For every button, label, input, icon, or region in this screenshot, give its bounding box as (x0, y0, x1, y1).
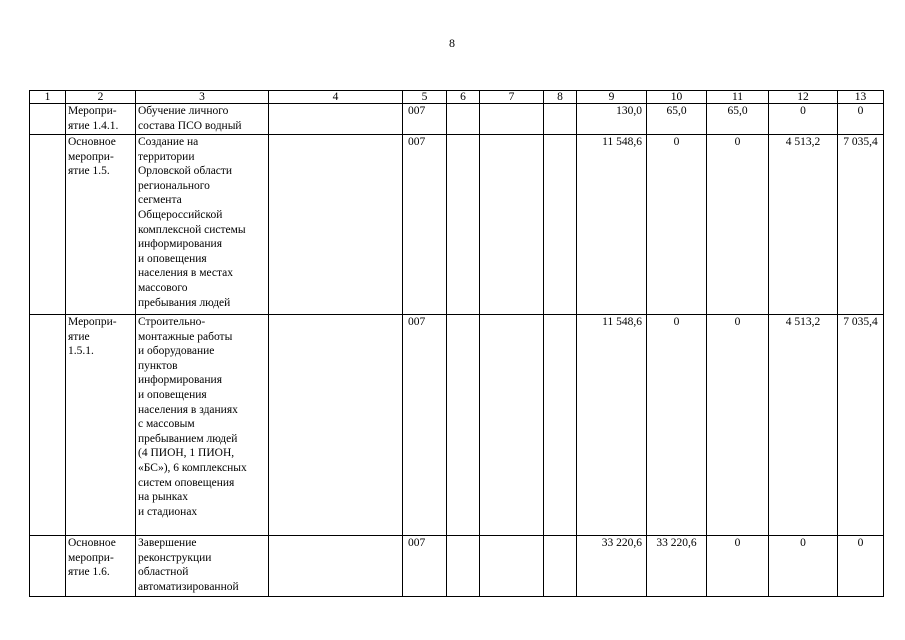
value-col9: 130,0 (577, 104, 647, 135)
header-cell: 9 (577, 91, 647, 104)
activity-name-cell (136, 135, 269, 315)
header-cell: 2 (66, 91, 136, 104)
text-line: Меропри- (68, 316, 117, 328)
cell-col6 (447, 135, 480, 315)
text-line: Строительно- (138, 316, 206, 328)
cell-col8 (544, 536, 577, 597)
header-cell: 1 (30, 91, 66, 104)
text-line: Завершение (138, 537, 197, 549)
cell-col7 (480, 315, 544, 536)
value-col13: 0 (838, 536, 884, 597)
cell-col4 (269, 104, 403, 135)
activity-code-cell (66, 536, 136, 597)
text-line: информирования (138, 238, 222, 251)
text-line: информирования (138, 374, 222, 387)
page-number: 8 (449, 36, 455, 50)
cell-col8 (544, 104, 577, 135)
text-line: Орловской области (138, 165, 233, 178)
text-line: автоматизированной (138, 580, 239, 593)
table-row (30, 135, 884, 315)
activity-code-cell (66, 104, 136, 135)
text-line: ятие 1.5. (68, 165, 110, 178)
activity-code-cell (66, 135, 136, 315)
table-row (30, 536, 884, 597)
text-line: и оповещения (138, 252, 207, 265)
text-line: (4 ПИОН, 1 ПИОН, (138, 447, 235, 460)
text-line: реконструкции (138, 551, 212, 564)
table-row (30, 315, 884, 536)
cell-col4 (269, 536, 403, 597)
cell-col1 (30, 104, 66, 135)
cell-col1 (30, 315, 66, 536)
text-line: пребыванием людей (138, 432, 238, 445)
text-line: и оборудование (138, 345, 215, 358)
text-line: населения в зданиях (138, 403, 238, 416)
cell-col6 (447, 315, 480, 536)
value-col12: 0 (769, 536, 838, 597)
text-line: с массовым (138, 418, 195, 431)
cell-col7 (480, 135, 544, 315)
value-col13: 0 (838, 104, 884, 135)
text-line: Основное (68, 136, 116, 148)
header-cell: 10 (647, 91, 707, 104)
value-col13: 7 035,4 (838, 315, 884, 536)
text-line: комплексной системы (138, 223, 246, 236)
header-cell: 13 (838, 91, 884, 104)
value-col11: 0 (707, 315, 769, 536)
value-col13: 7 035,4 (838, 135, 884, 315)
text-line: населения в местах (138, 267, 234, 280)
value-col10: 33 220,6 (647, 536, 707, 597)
cell-col6 (447, 104, 480, 135)
cell-col4 (269, 315, 403, 536)
text-line: Основное (68, 537, 116, 549)
header-cell: 4 (269, 91, 403, 104)
value-col10: 65,0 (647, 104, 707, 135)
value-col10: 0 (647, 135, 707, 315)
value-col9: 11 548,6 (577, 315, 647, 536)
text-line: сегмента (138, 194, 182, 207)
header-cell: 12 (769, 91, 838, 104)
header-cell: 7 (480, 91, 544, 104)
code-cell: 007 (403, 536, 447, 597)
text-line: систем оповещения (138, 476, 235, 489)
header-cell: 3 (136, 91, 269, 104)
text-line: ятие (68, 330, 90, 343)
value-col12: 4 513,2 (769, 135, 838, 315)
table-row (30, 104, 884, 135)
cell-col4 (269, 135, 403, 315)
value-col9: 33 220,6 (577, 536, 647, 597)
activity-name-cell (136, 104, 269, 135)
text-line: «БС»), 6 комплексных (138, 461, 247, 474)
code-cell: 007 (403, 315, 447, 536)
value-col9: 11 548,6 (577, 135, 647, 315)
text-line: территории (138, 150, 195, 163)
budget-table-wrapper (29, 90, 884, 597)
text-line: пребывания людей (138, 296, 231, 309)
cell-col6 (447, 536, 480, 597)
header-cell: 11 (707, 91, 769, 104)
activity-code-cell (66, 315, 136, 536)
text-line: на рынках (138, 491, 189, 504)
value-col11: 0 (707, 536, 769, 597)
value-col11: 0 (707, 135, 769, 315)
header-cell: 5 (403, 91, 447, 104)
budget-table (29, 90, 884, 597)
text-line: и оповещения (138, 388, 207, 401)
value-col12: 0 (769, 104, 838, 135)
code-cell: 007 (403, 135, 447, 315)
text-line: ятие 1.4.1. (68, 119, 119, 132)
cell-col1 (30, 135, 66, 315)
text-line: Создание на (138, 136, 199, 148)
text-line: регионального (138, 179, 210, 192)
activity-name-cell (136, 315, 269, 536)
cell-col7 (480, 536, 544, 597)
code-cell: 007 (403, 104, 447, 135)
text-line: Обучение личного (138, 105, 229, 117)
value-col12: 4 513,2 (769, 315, 838, 536)
value-col11: 65,0 (707, 104, 769, 135)
activity-name-cell (136, 536, 269, 597)
text-line: меропри- (68, 551, 114, 564)
cell-col8 (544, 315, 577, 536)
text-line: и стадионах (138, 505, 198, 518)
text-line: меропри- (68, 150, 114, 163)
text-line: монтажные работы (138, 330, 233, 343)
cell-col1 (30, 536, 66, 597)
text-line: ятие 1.6. (68, 566, 110, 579)
text-line: Меропри- (68, 105, 117, 117)
column-number-header-row (30, 91, 884, 104)
header-cell: 8 (544, 91, 577, 104)
text-line: областной (138, 566, 189, 579)
text-line: Общероссийской (138, 208, 223, 221)
text-line: 1.5.1. (68, 345, 94, 358)
header-cell: 6 (447, 91, 480, 104)
text-line: массового (138, 281, 188, 294)
text-line: состава ПСО водный (138, 119, 242, 132)
text-line: пунктов (138, 359, 178, 372)
cell-col7 (480, 104, 544, 135)
value-col10: 0 (647, 315, 707, 536)
cell-col8 (544, 135, 577, 315)
